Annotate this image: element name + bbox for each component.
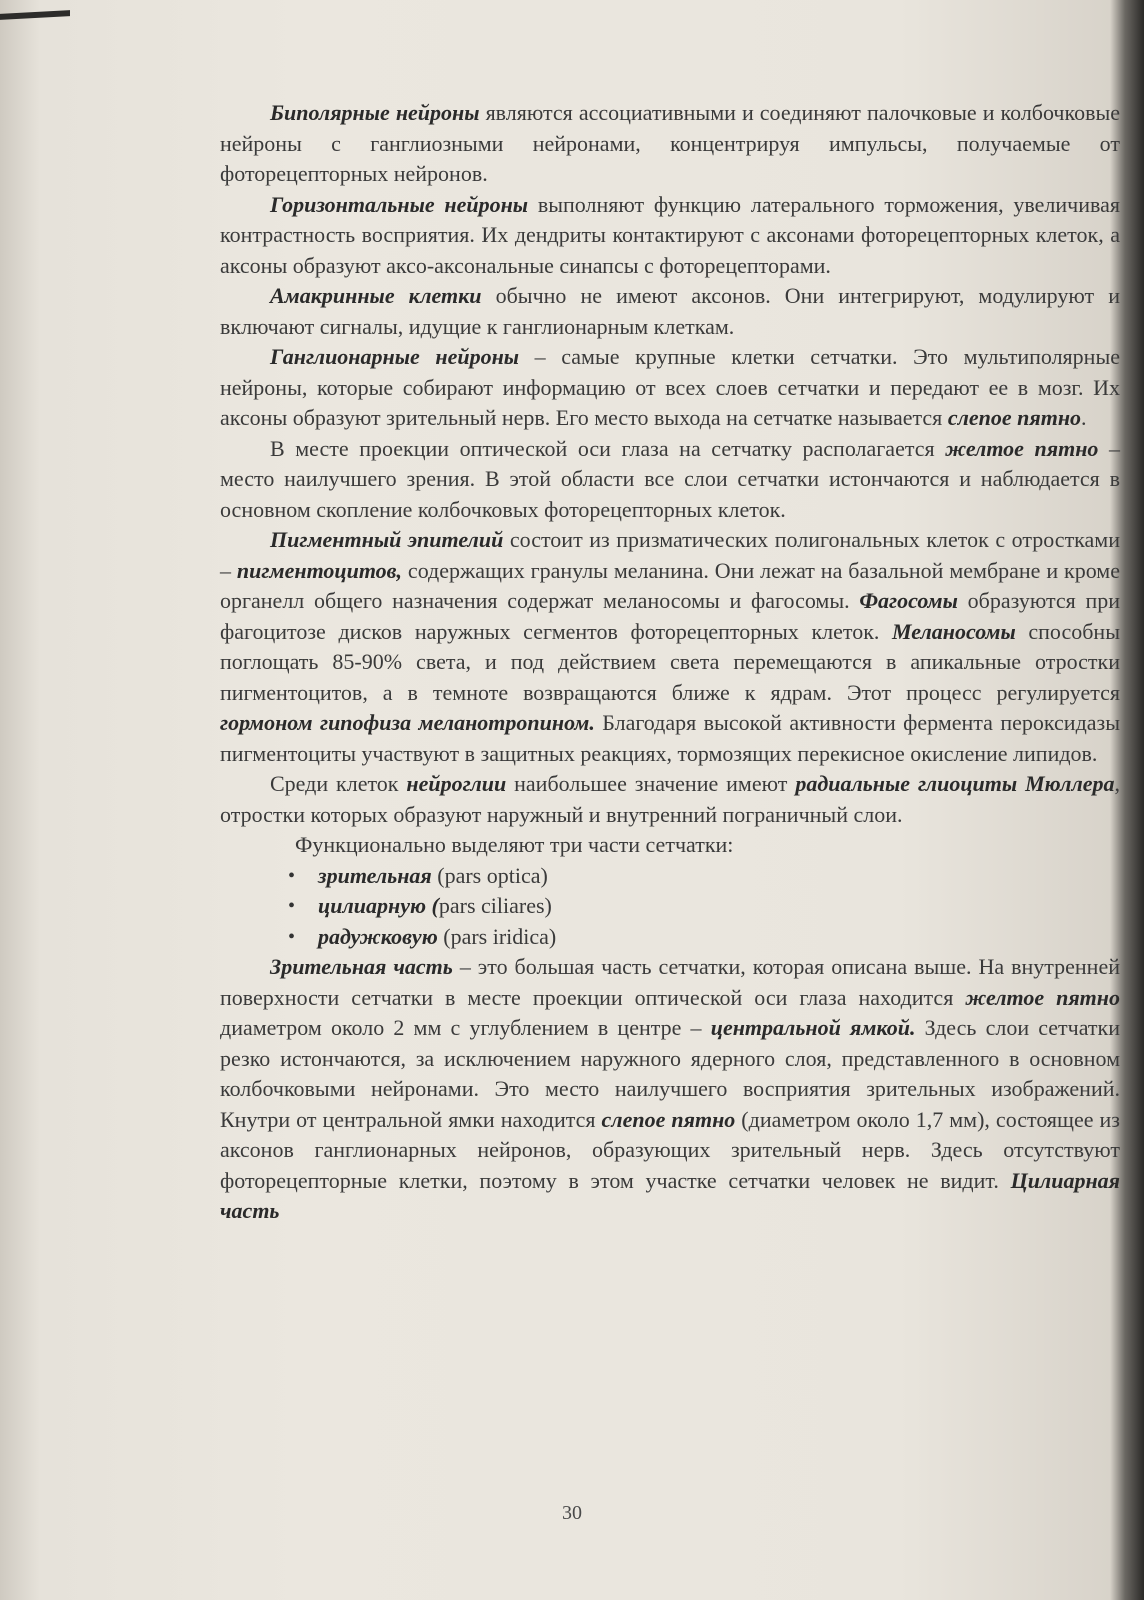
paragraph-list-intro: [220, 830, 1120, 861]
term: пигментоцитов,: [236, 557, 403, 583]
term: Горизонтальные нейроны: [270, 191, 529, 217]
term: Амакринные клетки: [270, 283, 482, 308]
paragraph-text: , отростки которых образуют наружный и внутренний пограничный слои.: [220, 771, 1121, 827]
paragraph-neuroglia: [220, 769, 1120, 830]
paragraph-text: образуются при фагоцитозе дисков наружных сегментов фоторецепторных клеток.: [220, 588, 1120, 644]
paragraph-text: Благодаря высокой активности фермента пероксидазы пигментоциты участвуют в защитных реакциях, тормозящих перекисное окисление липидов.: [220, 710, 1120, 766]
paragraph-text: – самые крупные клетки сетчатки. Это мультиполярные нейроны, которые собирают информацию от всех слоев сетчатки и передают ее в мозг. Их аксоны образуют зрительный нерв. Его место выхода на сетчатке называется: [220, 344, 1120, 430]
paragraph-text: наибольшее значение имеют: [506, 771, 796, 796]
term: зрительная: [318, 862, 432, 888]
term: желтое пятно: [945, 435, 1099, 461]
term: цилиарную (: [318, 893, 439, 918]
term: желтое пятно: [965, 984, 1120, 1010]
paragraph-text: .: [1081, 405, 1087, 430]
paragraph-text: состоит из призматических полигональных клеток с отростками –: [220, 527, 1120, 583]
body-text: [220, 98, 1120, 1227]
latin-name: (pars iridica): [437, 923, 557, 949]
paragraph-text: обычно не имеют аксонов. Они интегрируют, модулируют и включают сигналы, идущие к ганглионарным клеткам.: [220, 283, 1120, 339]
term: радужковую: [318, 923, 438, 949]
term: слепое пятно: [947, 405, 1082, 430]
paragraph-visual-part: [220, 952, 1120, 1227]
paragraph-text: В месте проекции оптической оси глаза на сетчатку располагается: [270, 435, 946, 461]
paragraph-text: – это большая часть сетчатки, которая описана выше. На внутренней поверхности сетчатки в месте проекции оптической оси глаза находится: [220, 954, 1120, 1010]
paragraph-pigment-epithelium: [220, 525, 1120, 769]
paragraph-text: Здесь слои сетчатки резко истончаются, за исключением наружного ядерного слоя, представленного в основном колбочковыми нейронами. Это место наилучшего восприятия зрительных изображений. Кнутри от центральной ямки находится: [220, 1015, 1121, 1132]
paragraph-yellow-spot: [220, 434, 1120, 526]
term: радиальные глиоциты Мюллера: [795, 771, 1115, 796]
paragraph-ganglion-neurons: [220, 342, 1120, 434]
retina-parts-list: [220, 861, 1120, 953]
paragraph-text: диаметром около 2 мм с углублением в центре –: [220, 1015, 711, 1040]
latin-name: pars ciliares): [438, 893, 552, 918]
paragraph-text: выполняют функцию латерального торможения, увеличивая контрастность восприятия. Их дендриты контактируют с аксонами фоторецепторных клеток, а аксоны образуют аксо-аксональные синапсы с фоторецепторами.: [220, 191, 1120, 278]
term: гормоном гипофиза меланотропином.: [220, 710, 595, 735]
list-item: [288, 861, 1120, 892]
paragraph-amacrine-cells: [220, 281, 1120, 342]
paragraph-text: Среди клеток: [270, 771, 407, 796]
paragraph-text: способны поглощать 85-90% света, и под действием света перемещаются в апикальные отростки пигментоцитов, а в темноте возвращаются ближе к ядрам. Этот процесс регулируется: [220, 618, 1120, 705]
page-number: 30: [562, 1502, 582, 1524]
list-item: [288, 922, 1120, 953]
term: слепое пятно: [601, 1106, 736, 1132]
term: Биполярные нейроны: [270, 100, 480, 125]
list-item: [288, 891, 1120, 922]
paragraph-bipolar-neurons: [220, 98, 1120, 190]
term: Фагосомы: [859, 588, 958, 613]
term: Зрительная часть: [270, 954, 453, 979]
paragraph-text: являются ассоциативными и соединяют палочковые и колбочковые нейроны с ганглиозными нейронами, концентрируя импульсы, получаемые от фоторецепторных нейронов.: [220, 100, 1120, 186]
paragraph-text: (диаметром около 1,7 мм), состоящее из аксонов ганглионарных нейронов, образующих зрительный нерв. Здесь отсутствуют фоторецепторные клетки, поэтому в этом участке сетчатки человек не видит.: [220, 1106, 1120, 1193]
term: Меланосомы: [892, 618, 1016, 644]
term: Цилиарная часть: [220, 1167, 1120, 1223]
scan-edge-mark: [0, 10, 70, 20]
term: центральной ямкой.: [710, 1015, 916, 1040]
term: Пигментный эпителий: [270, 527, 504, 552]
term: нейроглии: [406, 771, 507, 796]
latin-name: (pars optica): [431, 862, 548, 888]
paragraph-text: – место наилучшего зрения. В этой области все слои сетчатки истончаются и наблюдается в основном скопление колбочковых фоторецепторных клеток.: [220, 435, 1120, 522]
term: Ганглионарные нейроны: [270, 344, 520, 369]
paragraph-text: Функционально выделяют три части сетчатки:: [295, 832, 734, 857]
paragraph-text: содержащих гранулы меланина. Они лежат на базальной мембране и кроме органелл общего назначения содержат меланосомы и фагосомы.: [220, 557, 1120, 613]
paragraph-horizontal-neurons: [220, 190, 1120, 282]
